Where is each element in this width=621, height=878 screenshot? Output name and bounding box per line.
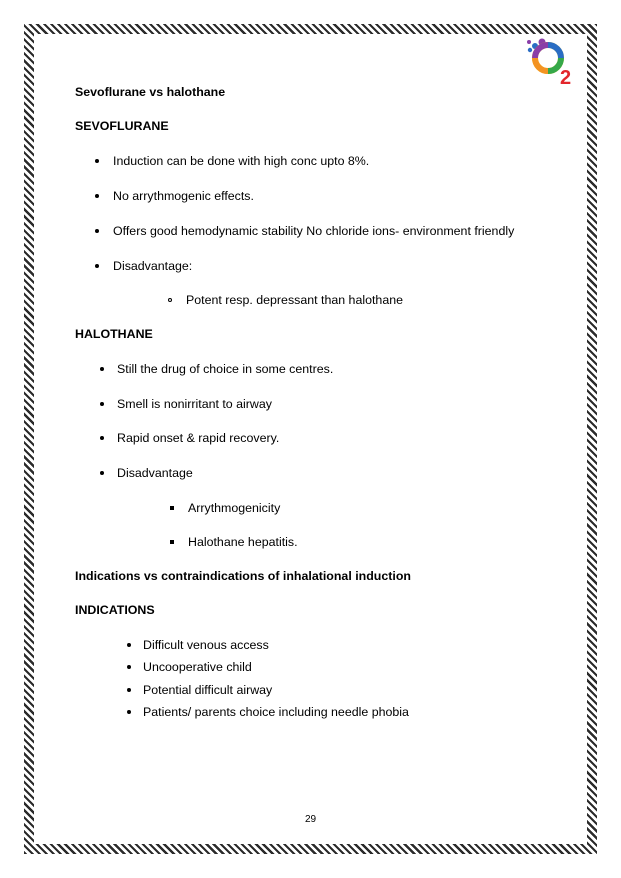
list-item: Disadvantage: (113, 259, 193, 273)
list-item: Difficult venous access (143, 638, 269, 652)
heading-sevoflurane: SEVOFLURANE (75, 119, 169, 133)
list-item: Disadvantage (117, 466, 193, 480)
bullet (100, 436, 104, 440)
heading-indications: INDICATIONS (75, 603, 155, 617)
svg-text:2: 2 (560, 67, 572, 88)
sub-list-item: Arrythmogenicity (188, 501, 281, 515)
list-item: Uncooperative child (143, 660, 252, 674)
list-item: Potential difficult airway (143, 683, 273, 697)
bullet (127, 665, 131, 669)
sub-list-item: Potent resp. depressant than halothane (186, 293, 403, 307)
list-item: Patients/ parents choice including needle phobia (143, 705, 409, 719)
bullet (95, 159, 99, 163)
list-item: Still the drug of choice in some centres. (117, 362, 334, 376)
bullet (127, 710, 131, 714)
sub-bullet (168, 298, 172, 302)
sub-list-item: Halothane hepatitis. (188, 535, 298, 549)
page-number: 29 (304, 814, 317, 825)
bullet (100, 402, 104, 406)
bullet (127, 688, 131, 692)
list-item: Offers good hemodynamic stability No chloride ions- environment friendly (113, 224, 515, 238)
o2-logo (520, 36, 580, 88)
list-item: Induction can be done with high conc upto 8%. (113, 154, 370, 168)
bullet (95, 264, 99, 268)
sub-bullet (170, 540, 174, 544)
decorative-page-border (24, 24, 597, 854)
section-title-indications-vs-contra: Indications vs contraindications of inhalational induction (75, 569, 411, 583)
bullet (100, 367, 104, 371)
bullet (100, 471, 104, 475)
sub-bullet (170, 506, 174, 510)
bullet (95, 194, 99, 198)
list-item: No arrythmogenic effects. (113, 189, 254, 203)
list-item: Smell is nonirritant to airway (117, 397, 272, 411)
bullet (95, 229, 99, 233)
bullet (127, 643, 131, 647)
heading-halothane: HALOTHANE (75, 327, 153, 341)
list-item: Rapid onset & rapid recovery. (117, 431, 280, 445)
section-title-sevo-vs-halo: Sevoflurane vs halothane (75, 85, 226, 99)
